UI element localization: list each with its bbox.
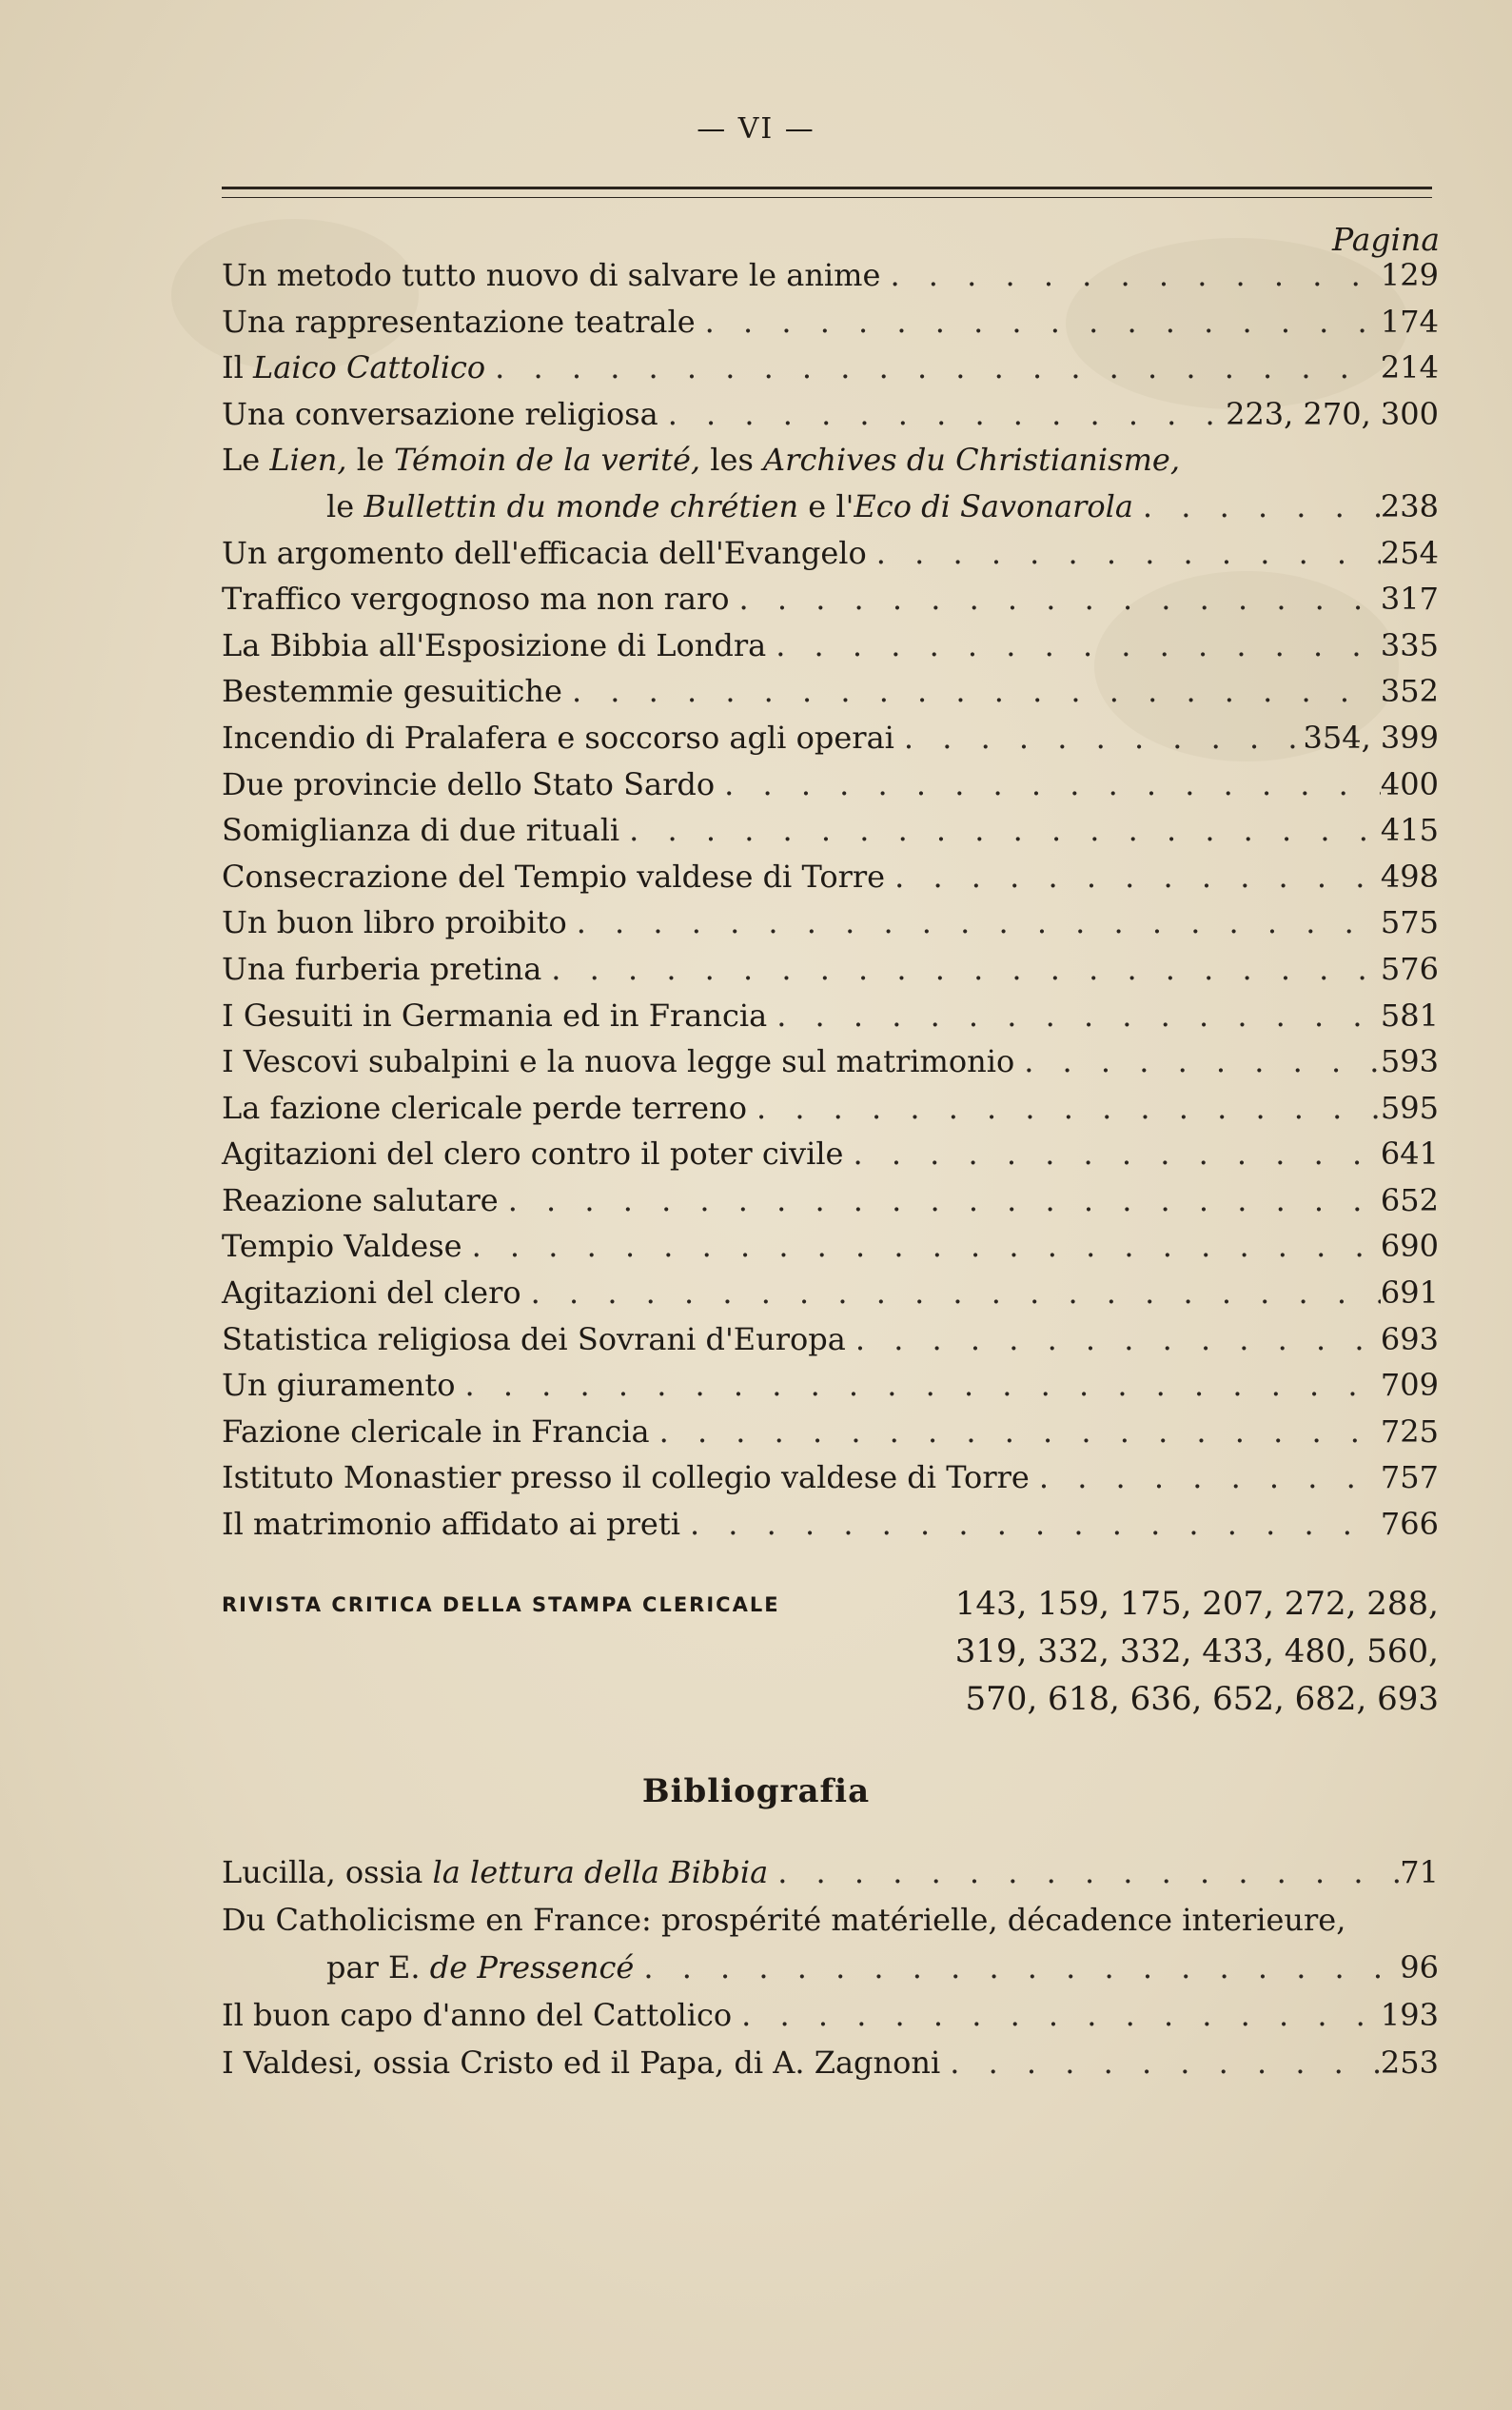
bibliografia-heading: Bibliografia: [641, 1772, 871, 1810]
entry-title: Incendio di Pralafera e soccorso agli operai: [222, 719, 894, 756]
entry-pages: 400: [1380, 765, 1439, 802]
entry-title: Un argomento dell'efficacia dell'Evangelo: [222, 534, 867, 571]
dot-leader: [846, 1321, 1381, 1357]
biblio-entry: [222, 1854, 1439, 1902]
entry-pages: 581: [1380, 997, 1439, 1034]
entry-pages: 335: [1380, 626, 1439, 663]
entry-pages: 223, 270, 300: [1226, 395, 1439, 432]
entry-pages: 757: [1380, 1459, 1439, 1496]
toc-entry: [222, 1136, 1439, 1182]
entry-pages: 575: [1380, 904, 1439, 941]
dot-leader: [680, 1506, 1381, 1542]
biblio-title: Du Catholicisme en France: prospérité matérielle, décadence interieure,: [222, 1902, 1346, 1938]
dot-leader: [455, 1367, 1380, 1403]
entry-pages: 354, 399: [1303, 719, 1439, 756]
toc-entry-line1: [222, 442, 1439, 488]
toc-entry: [222, 1506, 1439, 1552]
dot-leader: [619, 812, 1381, 848]
toc-entry: [222, 1459, 1439, 1506]
entry-title-continued: le Bullettin du monde chrétien e l'Eco di Savonarola: [326, 487, 1133, 524]
biblio-entry: [222, 1997, 1439, 2045]
page-folio: — VI —: [697, 112, 815, 146]
rivista-pages-line: 570, 618, 636, 652, 682, 693: [965, 1680, 1439, 1718]
entry-pages: 576: [1380, 950, 1439, 987]
entry-pages: 690: [1380, 1228, 1439, 1265]
entry-pages: 238: [1380, 487, 1439, 524]
entry-pages: 593: [1380, 1043, 1439, 1080]
entry-pages: 691: [1380, 1274, 1439, 1312]
rivista-pages-line: 143, 159, 175, 207, 272, 288,: [954, 1585, 1439, 1623]
dot-leader: [767, 998, 1381, 1034]
entry-title: Agitazioni del clero: [222, 1274, 521, 1312]
header-rule-thin: [222, 197, 1432, 198]
biblio-pages: 71: [1400, 1854, 1439, 1890]
header-rule: [222, 187, 1432, 189]
entry-title: Un metodo tutto nuovo di salvare le anime: [222, 257, 881, 293]
entry-title: Un giuramento: [222, 1367, 456, 1404]
biblio-pages: 253: [1380, 2045, 1439, 2081]
toc-entry: [222, 257, 1439, 304]
toc-entry: [222, 627, 1439, 674]
dot-leader: [880, 257, 1380, 293]
toc-entry: [222, 673, 1439, 720]
entry-title: Statistica religiosa dei Sovrani d'Europa: [222, 1320, 846, 1357]
entry-title: I Gesuiti in Germania ed in Francia: [222, 997, 768, 1034]
biblio-entry: [222, 2045, 1439, 2092]
dot-leader: [634, 1949, 1400, 1985]
toc-entry: [222, 1321, 1439, 1368]
dot-leader: [696, 304, 1381, 340]
dot-leader: [485, 349, 1381, 385]
entry-title: I Vescovi subalpini e la nuova legge sul matrimonio: [222, 1043, 1015, 1080]
biblio-title: Il buon capo d'anno del Cattolico: [222, 1997, 733, 2033]
dot-leader: [567, 904, 1381, 940]
entry-title: Una furberia pretina: [222, 950, 542, 987]
dot-leader: [1030, 1459, 1381, 1495]
entry-title: Una conversazione religiosa: [222, 395, 658, 432]
dot-leader: [766, 627, 1381, 663]
entry-title: Fazione clericale in Francia: [222, 1412, 650, 1450]
toc-entry: [222, 859, 1439, 905]
biblio-title-continued: par E. de Pressencé: [326, 1949, 635, 1985]
dot-leader: [885, 859, 1381, 895]
toc-entry-line2: [222, 488, 1439, 535]
toc-entry: [222, 766, 1439, 813]
table-of-contents: [222, 257, 1439, 1552]
entry-pages: 174: [1380, 303, 1439, 340]
entry-title: Traffico vergognoso ma non raro: [222, 581, 730, 618]
dot-leader: [1133, 488, 1381, 524]
entry-pages: 595: [1380, 1089, 1439, 1126]
dot-leader: [462, 1228, 1381, 1264]
toc-entry: [222, 1228, 1439, 1274]
entry-pages: 652: [1380, 1181, 1439, 1218]
rivista-pages: [906, 1580, 1439, 1723]
dot-leader: [747, 1090, 1381, 1126]
entry-title: Un buon libro proibito: [222, 904, 567, 941]
dot-leader: [562, 673, 1381, 709]
entry-title: Bestemmie gesuitiche: [222, 673, 562, 710]
toc-entry: [222, 998, 1439, 1044]
toc-entry: [222, 1413, 1439, 1460]
dot-leader: [499, 1182, 1381, 1218]
entry-title: Istituto Monastier presso il collegio valdese di Torre: [222, 1459, 1030, 1496]
entry-pages: 129: [1380, 257, 1439, 293]
dot-leader: [1014, 1043, 1381, 1079]
rivista-pages-line: 319, 332, 332, 433, 480, 560,: [954, 1632, 1439, 1670]
toc-entry: [222, 1043, 1439, 1090]
entry-pages: 214: [1380, 349, 1439, 386]
dot-leader: [768, 1854, 1400, 1890]
entry-pages: 641: [1380, 1136, 1439, 1173]
dot-leader: [715, 766, 1381, 802]
toc-entry: [222, 1090, 1439, 1136]
entry-pages: 352: [1380, 673, 1439, 710]
dot-leader: [541, 951, 1381, 987]
dot-leader: [650, 1413, 1381, 1450]
toc-entry: [222, 396, 1439, 443]
dot-leader: [867, 535, 1381, 571]
entry-title: Consecrazione del Tempio valdese di Torre: [222, 858, 886, 895]
dot-leader: [730, 581, 1381, 617]
column-heading-pagina: Pagina: [1331, 221, 1440, 258]
entry-pages: 693: [1380, 1320, 1439, 1357]
entry-pages: 415: [1380, 812, 1439, 849]
toc-entry: [222, 1367, 1439, 1413]
toc-entry: [222, 1182, 1439, 1229]
entry-pages: 498: [1380, 858, 1439, 895]
bibliografia-list: [222, 1854, 1439, 2092]
entry-title: La Bibbia all'Esposizione di Londra: [222, 626, 767, 663]
toc-entry: [222, 812, 1439, 859]
entry-title: Reazione salutare: [222, 1181, 499, 1218]
toc-entry: [222, 581, 1439, 627]
rivista-label: RIVISTA CRITICA DELLA STAMPA CLERICALE: [222, 1593, 780, 1616]
toc-entry: [222, 1274, 1439, 1321]
entry-pages: 766: [1380, 1506, 1439, 1543]
entry-title: Agitazioni del clero contro il poter civile: [222, 1136, 844, 1173]
dot-leader: [732, 1997, 1381, 2033]
entry-title: Il Laico Cattolico: [222, 349, 486, 386]
toc-entry: [222, 720, 1439, 766]
biblio-entry-line1: [222, 1902, 1439, 1949]
dot-leader: [658, 396, 1226, 432]
dot-leader: [940, 2045, 1381, 2081]
biblio-entry-line2: [222, 1949, 1439, 1997]
entry-title: Il matrimonio affidato ai preti: [222, 1506, 680, 1543]
biblio-pages: 96: [1400, 1949, 1439, 1985]
entry-pages: 709: [1380, 1367, 1439, 1404]
dot-leader: [843, 1136, 1380, 1172]
entry-title: Tempio Valdese: [222, 1228, 462, 1265]
dot-leader: [521, 1274, 1381, 1311]
toc-entry: [222, 349, 1439, 396]
toc-entry: [222, 535, 1439, 582]
dot-leader: [894, 720, 1304, 756]
entry-title: Due provincie dello Stato Sardo: [222, 765, 716, 802]
biblio-title: I Valdesi, ossia Cristo ed il Papa, di A. Zagnoni: [222, 2045, 941, 2081]
entry-title: La fazione clericale perde terreno: [222, 1089, 747, 1126]
entry-title: Una rappresentazione teatrale: [222, 303, 696, 340]
toc-entry: [222, 904, 1439, 951]
toc-entry: [222, 304, 1439, 350]
toc-entry: [222, 951, 1439, 998]
entry-title: Somiglianza di due rituali: [222, 812, 620, 849]
biblio-pages: 193: [1380, 1997, 1439, 2033]
entry-pages: 725: [1380, 1412, 1439, 1450]
biblio-title: Lucilla, ossia la lettura della Bibbia: [222, 1854, 769, 1890]
entry-pages: 317: [1380, 581, 1439, 618]
entry-pages: 254: [1380, 534, 1439, 571]
entry-title: Le Lien, le Témoin de la verité, les Archives du Christianisme,: [222, 442, 1181, 479]
